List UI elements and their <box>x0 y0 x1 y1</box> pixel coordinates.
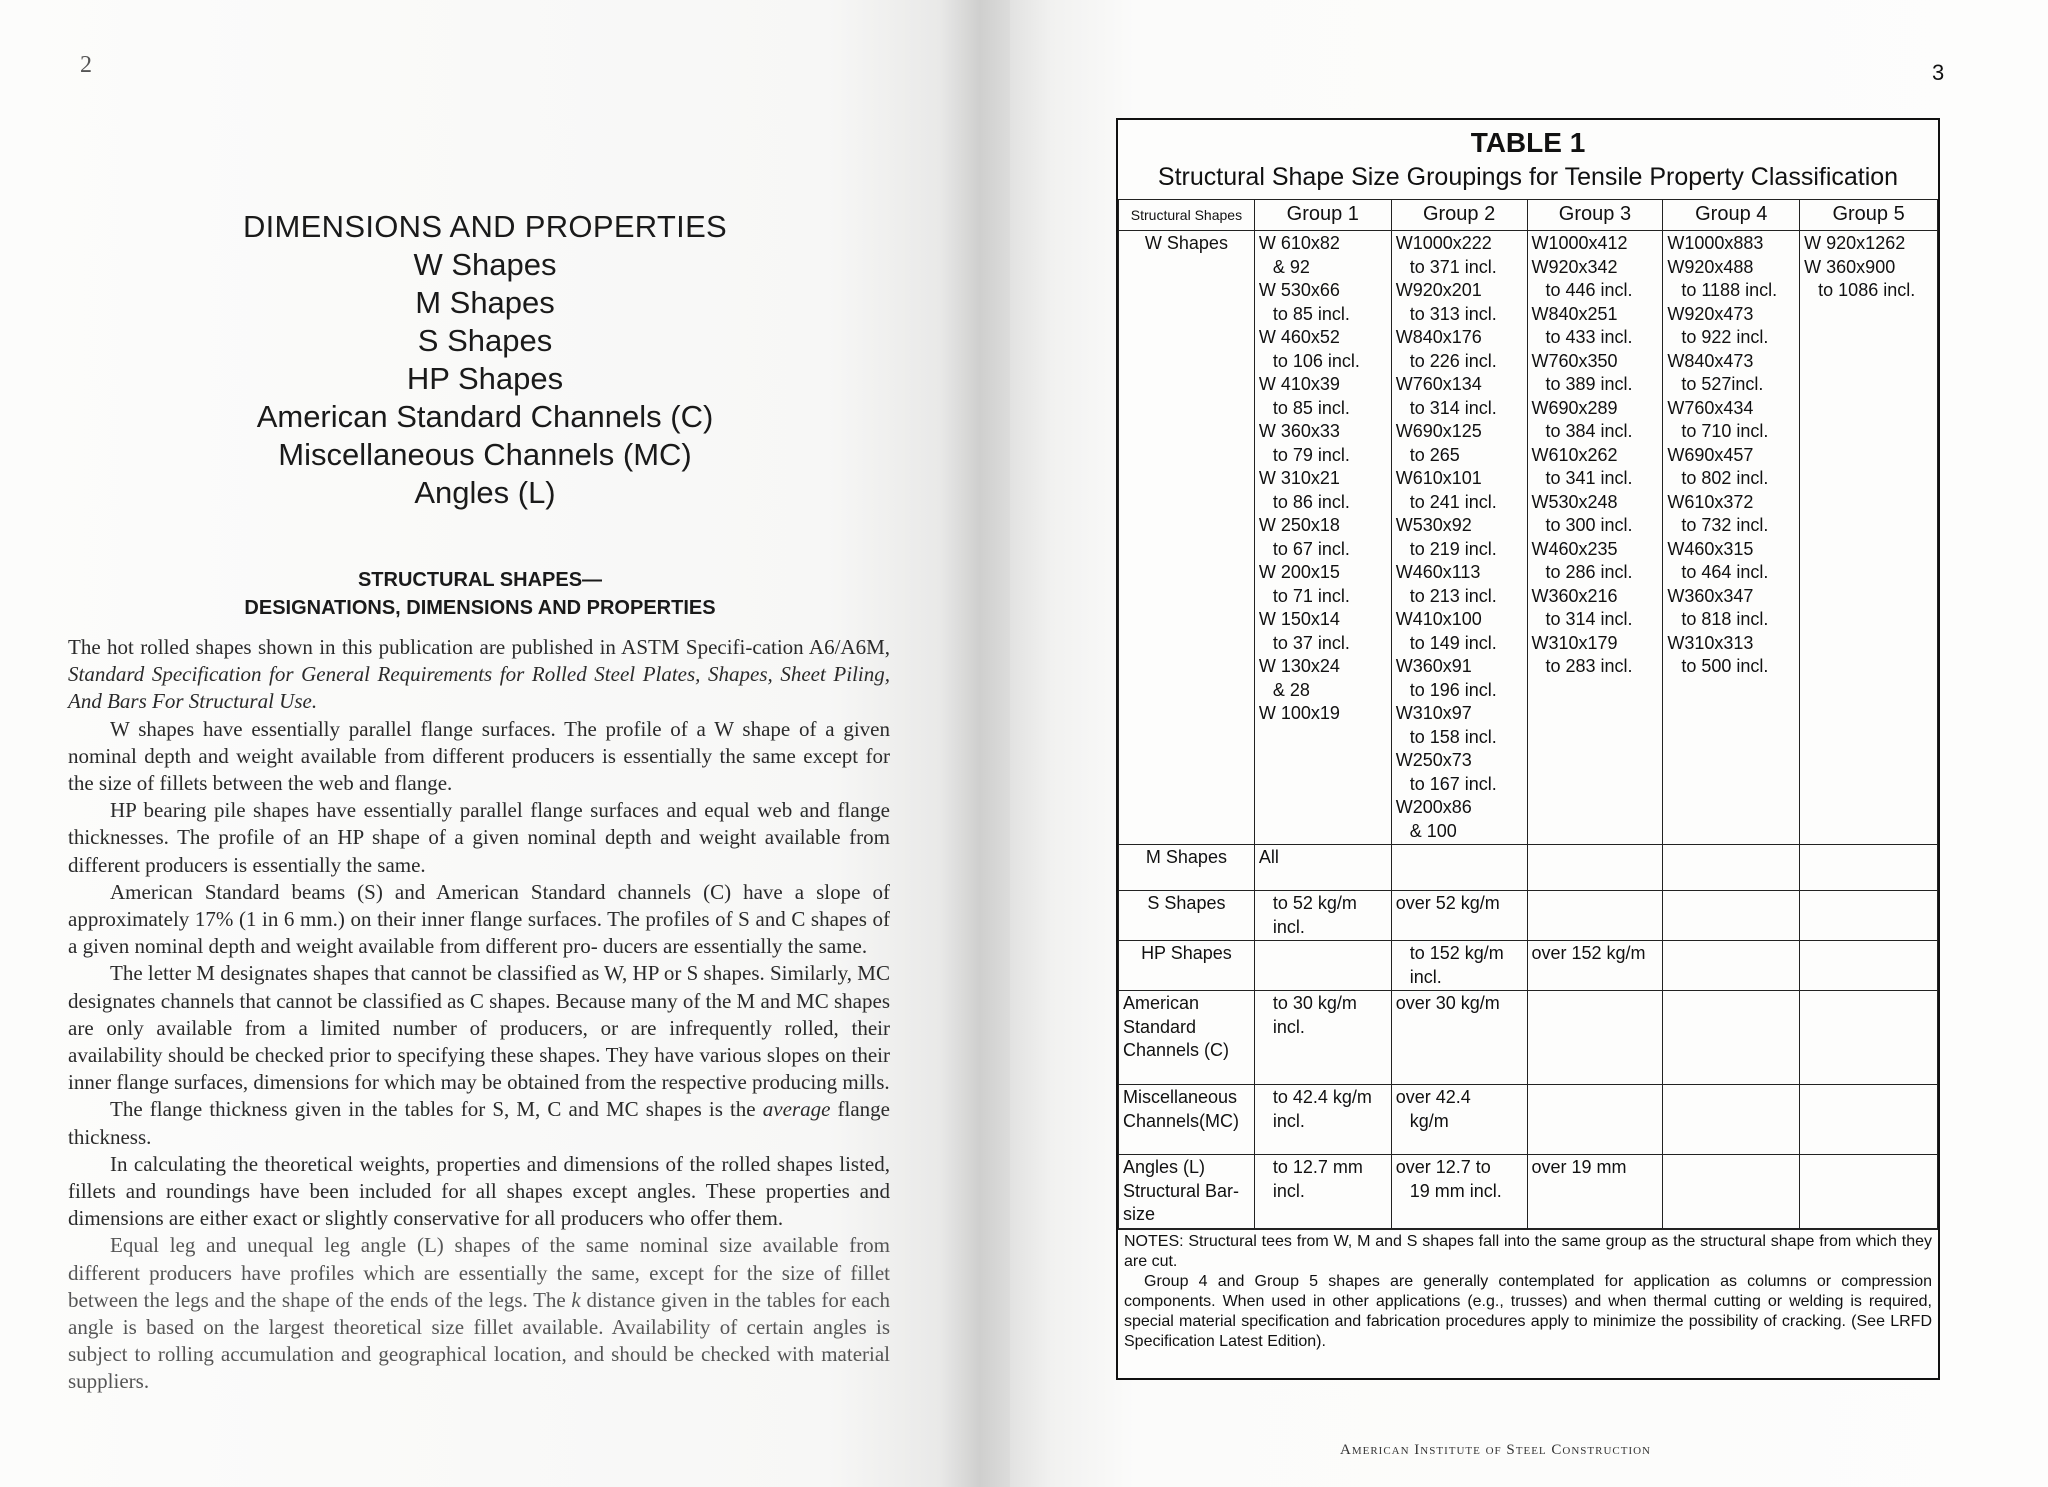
cell-entry: to 283 incl. <box>1545 656 1633 676</box>
cell-entry: W920x342 <box>1531 256 1618 277</box>
cell-entry: to 67 incl. <box>1272 538 1350 559</box>
cell-entry: incl. <box>1272 1110 1305 1131</box>
column-header: Structural Shapes <box>1119 200 1255 231</box>
table-row <box>1119 1085 1938 1155</box>
cell-entry: W310x97 <box>1395 703 1472 723</box>
cell-entry: to 196 incl. <box>1409 679 1497 700</box>
cell-entry: W610x372 <box>1667 491 1754 512</box>
row-label: HP Shapes <box>1119 941 1255 991</box>
cell-entry: & 28 <box>1272 679 1310 700</box>
cell-entry: & 92 <box>1272 256 1310 277</box>
row-label: Angles (L) Structural Bar-size <box>1119 1155 1255 1229</box>
groupings-table <box>1118 199 1938 1229</box>
cell-entry: to 106 incl. <box>1272 350 1360 371</box>
cell-entry: W690x457 <box>1667 444 1754 465</box>
cell-entry: over 42.4 <box>1395 1087 1471 1107</box>
astm-spec-title: Standard Specification for General Requirements for Rolled Steel Plates, Shapes, Sheet Piling, And Bars For Structural Use. <box>68 662 890 714</box>
cell-entry: to 286 incl. <box>1545 562 1633 582</box>
cell-entry: W 530x66 <box>1258 280 1340 300</box>
paragraph-s-c-shapes: American Standard beams (S) and American Standard channels (C) have a slope of approximately 17% (1 in 6 mm.) on their inner flange surfaces. The profiles of S and C shapes of a given nominal depth and weight available from different pro- ducers are essentially the same. <box>68 879 890 959</box>
table-body <box>1119 231 1938 1229</box>
table-notes <box>1118 1229 1938 1354</box>
table-cell <box>1391 991 1527 1085</box>
table-1 <box>1116 118 1940 1380</box>
cell-entry: to 384 incl. <box>1545 421 1633 441</box>
table-cell <box>1527 991 1663 1085</box>
paragraph-text: The hot rolled shapes shown in this publication are published in ASTM Specifi-cation A6/A6M, <box>68 635 890 659</box>
cell-entry: to 85 incl. <box>1272 303 1350 324</box>
table-row <box>1119 941 1938 991</box>
table-header-row <box>1119 200 1938 231</box>
shape-list-item: S Shapes <box>417 323 553 358</box>
cell-entry: incl. <box>1272 916 1305 937</box>
cell-entry: W250x73 <box>1395 750 1472 770</box>
table-cell <box>1254 891 1391 941</box>
row-label: American Standard Channels (C) <box>1119 991 1255 1085</box>
cell-entry: to 818 incl. <box>1681 609 1769 629</box>
table-cell <box>1663 231 1800 845</box>
cell-entry: to 152 kg/m <box>1409 943 1504 963</box>
column-header: Group 5 <box>1800 200 1938 231</box>
cell-entry: to 241 incl. <box>1409 491 1497 512</box>
cell-entry: to 433 incl. <box>1545 327 1633 347</box>
table-cell <box>1527 891 1663 941</box>
cell-entry: W1000x222 <box>1395 233 1492 253</box>
cell-entry: W360x347 <box>1667 585 1754 606</box>
cell-entry: to 149 incl. <box>1409 632 1497 653</box>
cell-entry: W840x176 <box>1395 327 1482 347</box>
cell-entry: over 152 kg/m <box>1531 943 1646 963</box>
table-cell <box>1391 1085 1527 1155</box>
table-cell <box>1663 991 1800 1085</box>
table-subtitle: Structural Shape Size Groupings for Tensile Property Classification <box>1157 163 1899 191</box>
table-row <box>1119 991 1938 1085</box>
cell-entry: to 1086 incl. <box>1818 280 1916 300</box>
cell-entry: to 12.7 mm <box>1272 1157 1363 1177</box>
cell-entry: to 219 incl. <box>1409 538 1497 559</box>
cell-entry: W 150x14 <box>1258 609 1340 629</box>
cell-entry: to 30 kg/m <box>1272 993 1357 1013</box>
paragraph-angles <box>68 1232 890 1395</box>
cell-entry: W610x101 <box>1395 468 1482 488</box>
cell-entry: W920x201 <box>1395 280 1482 300</box>
cell-entry: over 52 kg/m <box>1395 893 1500 913</box>
table-cell <box>1663 1155 1800 1229</box>
paragraph-text: flange thickness. <box>68 1097 890 1149</box>
table-cell <box>1663 941 1800 991</box>
shape-list-item: W Shapes <box>413 247 557 282</box>
cell-entry: incl. <box>1409 966 1442 987</box>
cell-entry: W1000x883 <box>1667 233 1764 253</box>
cell-entry: W840x251 <box>1531 303 1618 324</box>
shape-list-item: M Shapes <box>415 285 555 320</box>
shape-list-item: HP Shapes <box>406 361 564 396</box>
cell-entry: W 310x21 <box>1258 468 1340 488</box>
cell-entry: W460x315 <box>1667 538 1754 559</box>
section-title: DIMENSIONS AND PROPERTIES <box>242 209 728 244</box>
shape-list-item: American Standard Channels (C) <box>256 399 714 434</box>
paragraph-flange-thickness <box>68 1096 890 1150</box>
table-title: TABLE 1 <box>1470 127 1586 158</box>
paragraph-hp-shapes: HP bearing pile shapes have essentially parallel flange surfaces and equal web and flange thicknesses. The profile of an HP shape of a given nominal depth and weight available from different producers is essentially the same. <box>68 798 890 877</box>
cell-entry: to 922 incl. <box>1681 327 1769 347</box>
subheading-line-1: STRUCTURAL SHAPES— <box>357 569 603 591</box>
column-header: Group 2 <box>1391 200 1527 231</box>
table-cell <box>1527 845 1663 891</box>
table-row <box>1119 891 1938 941</box>
cell-entry: incl. <box>1272 1180 1305 1201</box>
cell-entry: to 464 incl. <box>1681 562 1769 582</box>
table-cell <box>1800 891 1938 941</box>
table-cell <box>1254 941 1391 991</box>
page-number-right: 3 <box>1932 60 1945 85</box>
table-cell <box>1800 231 1938 845</box>
cell-entry: W360x91 <box>1395 656 1472 676</box>
column-header: Group 4 <box>1663 200 1800 231</box>
row-label: M Shapes <box>1119 845 1255 891</box>
cell-entry: incl. <box>1272 1016 1305 1037</box>
cell-entry: to 341 incl. <box>1545 468 1633 488</box>
table-cell <box>1391 891 1527 941</box>
cell-entry: 19 mm incl. <box>1409 1180 1502 1201</box>
cell-entry: W 100x19 <box>1258 703 1340 723</box>
cell-entry: W460x235 <box>1531 538 1618 559</box>
table-row <box>1119 231 1938 845</box>
cell-entry: to 710 incl. <box>1681 421 1769 441</box>
table-cell <box>1254 991 1391 1085</box>
cell-entry: W530x92 <box>1395 515 1472 535</box>
cell-entry: W 250x18 <box>1258 515 1340 535</box>
cell-entry: to 37 incl. <box>1272 632 1350 653</box>
cell-entry: over 12.7 to <box>1395 1157 1491 1177</box>
paragraph-text: distance given in the tables for each angle is based on the largest theoretical size fillet available. Availability of certain angles is subject to rolling accumulation and geographical location, and should be checked with material suppliers. <box>68 1287 890 1394</box>
table-cell <box>1527 1085 1663 1155</box>
cell-entry: W760x134 <box>1395 374 1482 394</box>
cell-entry: to 500 incl. <box>1681 656 1769 676</box>
table-cell <box>1527 231 1663 845</box>
publisher-footer: American Institute of Steel Construction <box>1340 1442 1651 1458</box>
cell-entry: W840x473 <box>1667 350 1754 371</box>
cell-entry: to 802 incl. <box>1681 468 1769 488</box>
cell-entry: to 300 incl. <box>1545 515 1633 535</box>
subheading-line-2: DESIGNATIONS, DIMENSIONS AND PROPERTIES <box>244 597 716 619</box>
emphasis-k: k <box>571 1287 581 1312</box>
cell-entry: All <box>1258 847 1279 867</box>
shape-list <box>180 246 790 512</box>
cell-entry: to 314 incl. <box>1545 609 1633 629</box>
cell-entry: W760x350 <box>1531 350 1618 371</box>
table-cell <box>1800 991 1938 1085</box>
shape-list-item: Angles (L) <box>414 475 556 510</box>
cell-entry: to 1188 incl. <box>1681 280 1778 300</box>
row-label: W Shapes <box>1119 231 1255 845</box>
cell-entry: W 610x82 <box>1258 233 1340 253</box>
column-header: Group 1 <box>1254 200 1391 231</box>
section-title-block <box>180 208 790 512</box>
cell-entry: W 360x900 <box>1804 256 1896 277</box>
cell-entry: W690x289 <box>1531 397 1618 418</box>
cell-entry: W920x473 <box>1667 303 1754 324</box>
cell-entry: to 389 incl. <box>1545 374 1633 394</box>
cell-entry: W 130x24 <box>1258 656 1340 676</box>
table-cell <box>1527 1155 1663 1229</box>
note-group-4-5: Group 4 and Group 5 shapes are generally contemplated for application as columns or compression components. When used in other applications (e.g., trusses) and when thermal cutting or welding is required, special material specification and fabrication procedures apply to minimize the possibility of cracking. (See LRFD Specification Latest Edition). <box>1124 1272 1932 1350</box>
cell-entry: to 71 incl. <box>1272 585 1350 606</box>
cell-entry: W310x313 <box>1667 632 1754 653</box>
cell-entry: to 371 incl. <box>1409 256 1497 277</box>
cell-entry: W610x262 <box>1531 444 1618 465</box>
cell-entry: to 226 incl. <box>1409 350 1497 371</box>
paragraph-m-mc-shapes: The letter M designates shapes that cannot be classified as W, HP or S shapes. Similarly, MC designates channels that cannot be classified as C shapes. Because many of the M and MC shapes are only available from a limited number of producers, or are infrequently rolled, their availability should be checked prior to specifying these shapes. They have various slopes on their inner flange surfaces, dimensions for which may be obtained from the respective producing mills. <box>68 961 890 1095</box>
cell-entry: W410x100 <box>1395 609 1482 629</box>
table-cell <box>1527 941 1663 991</box>
table-cell <box>1800 1155 1938 1229</box>
table-cell <box>1800 1085 1938 1155</box>
cell-entry: to 85 incl. <box>1272 397 1350 418</box>
cell-entry: W 460x52 <box>1258 327 1340 347</box>
table-cell <box>1391 845 1527 891</box>
cell-entry: to 79 incl. <box>1272 444 1350 465</box>
cell-entry: W310x179 <box>1531 632 1618 653</box>
emphasis-average: average <box>762 1097 831 1122</box>
cell-entry: to 167 incl. <box>1409 773 1497 794</box>
cell-entry: over 19 mm <box>1531 1157 1627 1177</box>
cell-entry: to 42.4 kg/m <box>1272 1087 1372 1107</box>
cell-entry: W530x248 <box>1531 491 1618 512</box>
row-label: S Shapes <box>1119 891 1255 941</box>
body-text <box>68 634 890 1396</box>
cell-entry: kg/m <box>1409 1110 1449 1131</box>
table-row <box>1119 1155 1938 1229</box>
cell-entry: W760x434 <box>1667 397 1754 418</box>
cell-entry: W360x216 <box>1531 585 1618 606</box>
table-cell <box>1663 891 1800 941</box>
table-cell <box>1663 1085 1800 1155</box>
cell-entry: W 410x39 <box>1258 374 1340 394</box>
cell-entry: W1000x412 <box>1531 233 1628 253</box>
table-cell <box>1391 1155 1527 1229</box>
cell-entry: to 158 incl. <box>1409 726 1497 747</box>
table-cell <box>1254 1085 1391 1155</box>
cell-entry: W920x488 <box>1667 256 1754 277</box>
cell-entry: & 100 <box>1409 820 1457 841</box>
cell-entry: to 313 incl. <box>1409 303 1497 324</box>
table-cell <box>1254 231 1391 845</box>
cell-entry: to 52 kg/m <box>1272 893 1357 913</box>
cell-entry: W 920x1262 <box>1804 233 1906 253</box>
page-number-left: 2 <box>80 52 92 78</box>
row-label: Miscellaneous Channels(MC) <box>1119 1085 1255 1155</box>
cell-entry: W 200x15 <box>1258 562 1340 582</box>
cell-entry: W200x86 <box>1395 797 1472 817</box>
paragraph-astm <box>68 634 890 716</box>
cell-entry: W 360x33 <box>1258 421 1340 441</box>
table-cell <box>1391 231 1527 845</box>
paragraph-w-shapes: W shapes have essentially parallel flange surfaces. The profile of a W shape of a given nominal depth and weight available from different producers is essentially the same except for the size of fillets between the web and flange. <box>68 716 890 796</box>
table-row <box>1119 845 1938 891</box>
shape-list-item: Miscellaneous Channels (MC) <box>278 437 692 472</box>
table-cell <box>1254 845 1391 891</box>
table-cell <box>1254 1155 1391 1229</box>
subheading <box>150 566 810 622</box>
paragraph-text: Equal leg and unequal leg angle (L) shapes of the same nominal size available from different producers have profiles which are essentially the same, except for the size of fillet between the legs and the shape of the ends of the legs. The <box>68 1233 890 1312</box>
cell-entry: over 30 kg/m <box>1395 993 1500 1013</box>
table-cell <box>1800 845 1938 891</box>
cell-entry: to 86 incl. <box>1272 491 1350 512</box>
cell-entry: to 265 <box>1409 444 1460 465</box>
cell-entry: W690x125 <box>1395 421 1482 441</box>
cell-entry: to 213 incl. <box>1409 585 1497 606</box>
cell-entry: W460x113 <box>1395 562 1481 582</box>
table-cell <box>1663 845 1800 891</box>
table-cell <box>1391 941 1527 991</box>
paragraph-theoretical-weights: In calculating the theoretical weights, properties and dimensions of the rolled shapes listed, fillets and roundings have been included for all shapes except angles. These properties and dimensions are either exact or slightly conservative for all producers who offer them. <box>68 1151 890 1231</box>
cell-entry: to 314 incl. <box>1409 397 1497 418</box>
note-structural-tees: NOTES: Structural tees from W, M and S shapes fall into the same group as the structural shape from which they are cut. <box>1124 1232 1932 1270</box>
cell-entry: to 527incl. <box>1681 374 1764 394</box>
cell-entry: to 732 incl. <box>1681 515 1769 535</box>
cell-entry: to 446 incl. <box>1545 280 1633 300</box>
column-header: Group 3 <box>1527 200 1663 231</box>
paragraph-text: The flange thickness given in the tables for S, M, C and MC shapes is the <box>110 1097 763 1122</box>
table-cell <box>1800 941 1938 991</box>
